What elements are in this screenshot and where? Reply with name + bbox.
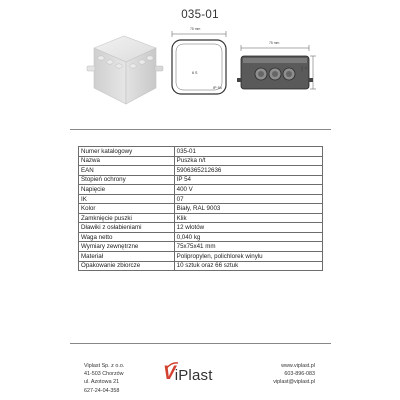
- front-width-label: 75 mm: [190, 27, 201, 31]
- divider-top: [70, 129, 331, 130]
- spec-value: 75x75x41 mm: [174, 242, 322, 252]
- company-address: [84, 362, 124, 395]
- spec-table: [78, 146, 323, 271]
- spec-value: Polipropylen, polichlorek winylu: [174, 252, 322, 262]
- company-contact: [273, 362, 315, 387]
- spec-value: 07: [174, 194, 322, 204]
- spec-row: [79, 166, 323, 176]
- spec-row: [79, 223, 323, 233]
- spec-value: Klik: [174, 213, 322, 223]
- front-cable-label: 6 S: [192, 71, 198, 75]
- contact-phone: 603-896-083: [284, 371, 315, 378]
- spec-row: [79, 185, 323, 195]
- spec-row: [79, 175, 323, 185]
- spec-row: [79, 242, 323, 252]
- spec-value: 10 sztuk oraz 66 sztuk: [174, 261, 322, 271]
- logo-swoosh-icon: [165, 362, 179, 370]
- product-photo: [84, 26, 164, 108]
- spec-label: Nazwa: [79, 156, 175, 166]
- front-ip-label: IP 54: [213, 86, 222, 90]
- company-street: ul. Azotowa 21: [84, 379, 120, 386]
- side-width-label: 75 mm: [269, 41, 280, 45]
- spec-value: Biały, RAL 9003: [174, 204, 322, 214]
- side-view-drawing: [237, 32, 317, 94]
- company-phone: 627-24-04-358: [84, 387, 120, 394]
- spec-row: [79, 213, 323, 223]
- spec-label: Waga netto: [79, 232, 175, 242]
- spec-row: [79, 232, 323, 242]
- side-height-label: 41 mm: [300, 66, 308, 72]
- logo-wordmark: iPlast: [174, 367, 213, 384]
- spec-label: Napięcie: [79, 185, 175, 195]
- spec-label: Materiał: [79, 252, 175, 262]
- spec-label: Numer katalogowy: [79, 147, 175, 157]
- product-code-title: 035-01: [181, 9, 219, 21]
- company-city: 41-503 Chorzów: [84, 371, 124, 378]
- spec-label: Wymiary zewnętrzne: [79, 242, 175, 252]
- spec-row: [79, 194, 323, 204]
- spec-label: Dławiki z osłabieniami: [79, 223, 175, 233]
- front-view-drawing: [168, 28, 230, 98]
- spec-row: [79, 147, 323, 157]
- company-name: Viplast Sp. z o.o.: [84, 363, 125, 369]
- spec-value: 5906365212636: [174, 166, 322, 176]
- viplast-logo: [163, 364, 213, 383]
- website-link[interactable]: www.viplast.pl: [281, 363, 315, 369]
- spec-value: 035-01: [174, 147, 322, 157]
- spec-label: Opakowanie zbiorcze: [79, 261, 175, 271]
- divider-bottom: [70, 343, 331, 344]
- spec-label: EAN: [79, 166, 175, 176]
- spec-value: IP 54: [174, 175, 322, 185]
- email-link[interactable]: viplast@viplast.pl: [273, 379, 315, 386]
- spec-row: [79, 204, 323, 214]
- spec-row: [79, 261, 323, 271]
- spec-label: Stopień ochrony: [79, 175, 175, 185]
- spec-row: [79, 252, 323, 262]
- spec-label: Kolor: [79, 204, 175, 214]
- spec-label: IK: [79, 194, 175, 204]
- spec-row: [79, 156, 323, 166]
- logo-letter: V: [163, 363, 176, 384]
- spec-value: 12 wlotów: [174, 223, 322, 233]
- spec-label: Zamknięcie puszki: [79, 213, 175, 223]
- spec-value: 0,040 kg: [174, 232, 322, 242]
- spec-value: 400 V: [174, 185, 322, 195]
- spec-value: Puszka n/t: [174, 156, 322, 166]
